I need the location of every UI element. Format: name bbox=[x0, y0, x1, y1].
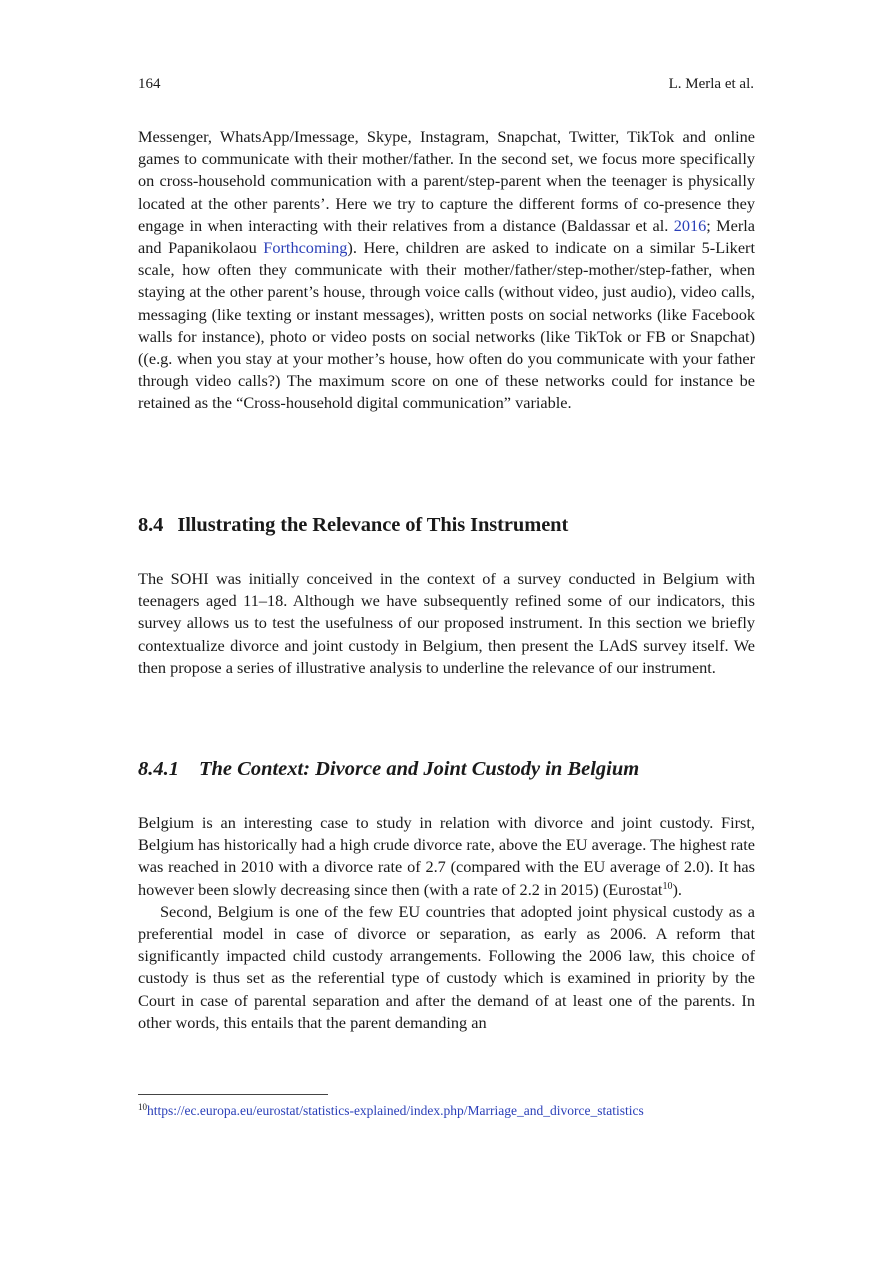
section-heading bbox=[138, 514, 568, 537]
running-header bbox=[138, 76, 754, 93]
footnote-marker[interactable]: 10 bbox=[662, 880, 673, 892]
subsection-paragraph-1: Belgium is an interesting case to study in relation with divorce and joint custody. First, Belgium has historically had a high crude divorce rate, above the EU average. The highest rate was reached in 2010 with a divorce rate of 2.7 (compared with the EU average of 2.0). It has however been slowly decreasing since then (with a rate of 2.2 in 2015) (Eurostat$^{10}$). bbox=[138, 813, 755, 899]
section-title: Illustrating the Relevance of This Instrument bbox=[177, 514, 569, 536]
subsection-number: 8.4.1 bbox=[138, 758, 179, 780]
intro-text: Messenger, WhatsApp/Imessage, Skype, Instagram, Snapchat, Twitter, TikTok and online games to communicate with their mother/father. In the second set, we focus more specifically on cross-household communication with a parent/step-parent when the teenager is physically located at the other parents’. Here we try to capture the different forms of co-presence they engage in when interacting with their relatives from a distance (Baldassar et al. 2016; Merla and Papanikolaou Forthcoming). Here, children are asked to indicate on a similar 5-Likert scale, how often they communicate with their mother/father/step-mother/step-father, when staying at the other parent’s house, through voice calls (without video, just audio), video calls, messaging (like texting or instant messages), written posts on social networks (like Facebook walls for instance), photo or video posts on social networks (like TikTok or FB or Snapchat) ((e.g. when you stay at your mother’s house, how often do you communicate with your father through video calls?) The maximum score on one of these networks could for instance be retained as the “Cross-household digital communication” variable. bbox=[138, 127, 756, 413]
subsection-heading bbox=[138, 758, 639, 781]
section-number: 8.4 bbox=[138, 514, 164, 536]
subsection-title: The Context: Divorce and Joint Custody in Belgium bbox=[199, 758, 640, 780]
citation-link-2016[interactable]: 2016 bbox=[673, 215, 707, 235]
section-body bbox=[138, 568, 755, 679]
page-number: 164 bbox=[138, 76, 161, 92]
footnote-divider bbox=[138, 1094, 328, 1095]
footnote-number: 10 bbox=[138, 1102, 147, 1112]
running-head-authors: L. Merla et al. bbox=[668, 76, 754, 92]
section-paragraph: The SOHI was initially conceived in the context of a survey conducted in Belgium with teenagers aged 11–18. Although we have subsequently refined some of our indicators, this survey allows us to test the usefulness of our proposed instrument. In this section we briefly contextualize divorce and joint custody in Belgium, then present the LAdS survey itself. We then propose a series of illustrative analysis to underline the relevance of our instrument. bbox=[138, 569, 755, 677]
footnote-url-link[interactable]: https://ec.europa.eu/eurostat/statistics-explained/index.php/Marriage_and_divorce_statistics bbox=[147, 1103, 644, 1118]
intro-paragraph bbox=[138, 126, 755, 415]
footnote bbox=[138, 1103, 644, 1119]
subsection-body bbox=[138, 812, 755, 1034]
citation-link-forthcoming[interactable]: Forthcoming bbox=[263, 238, 348, 258]
subsection-paragraph-2: Second, Belgium is one of the few EU countries that adopted joint physical custody as a preferential model in case of divorce or separation, as early as 2006. A reform that significantly impacted child custody arrangements. Following the 2006 law, this choice of custody is thus set as the referential type of custody which is examined in priority by the Court in case of parental separation and after the demand of at least one of the parents. In other words, this entails that the parent demanding an bbox=[138, 901, 755, 1032]
